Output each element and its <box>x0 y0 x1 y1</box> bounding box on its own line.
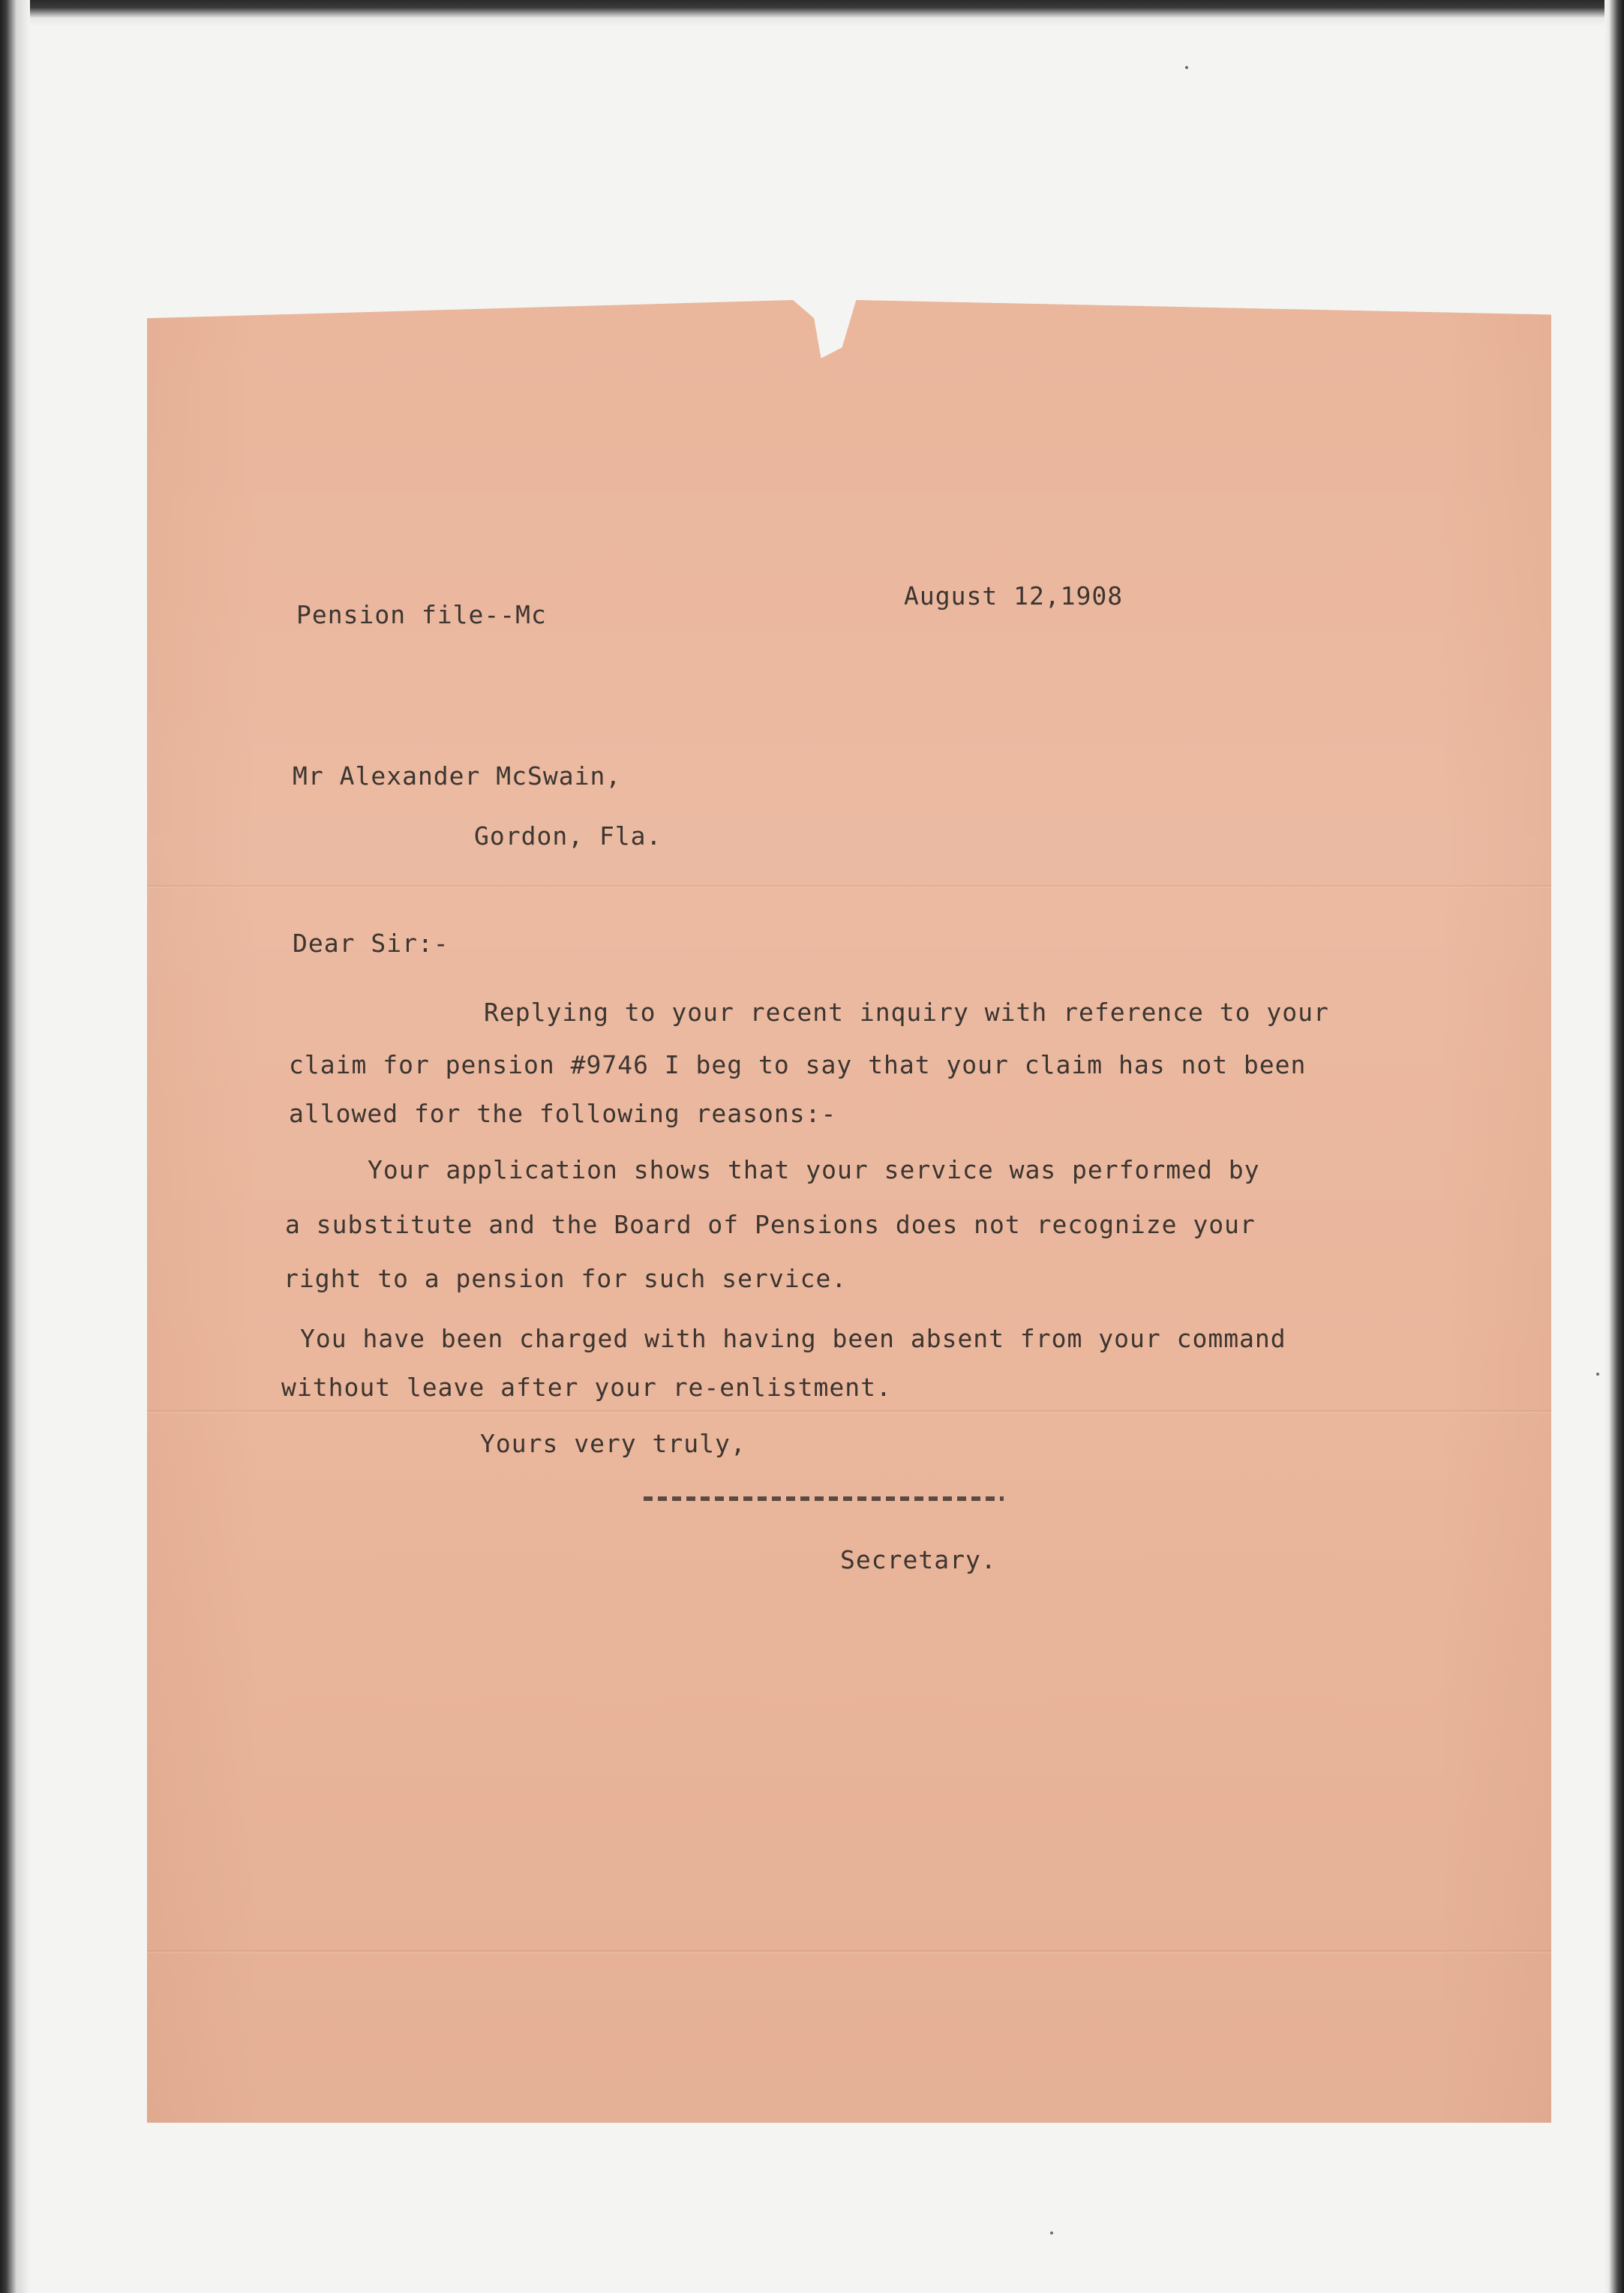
body-line: right to a pension for such service. <box>284 1264 848 1293</box>
file-reference: Pension file--Mc <box>296 600 547 629</box>
recipient-name: Mr Alexander McSwain, <box>293 761 622 791</box>
paper-fold-upper <box>147 885 1551 888</box>
body-line: You have been charged with having been absent from your command <box>300 1324 1286 1353</box>
body-line: a substitute and the Board of Pensions does not recognize your <box>285 1210 1256 1239</box>
dust-speck <box>1596 1373 1599 1376</box>
dust-speck <box>1185 66 1188 69</box>
scanner-top-edge <box>0 0 1624 27</box>
paper-fold-lower <box>147 1950 1551 1953</box>
signature-title: Secretary. <box>840 1545 997 1574</box>
body-line: allowed for the following reasons:- <box>289 1099 837 1128</box>
signature-line <box>644 1496 1004 1501</box>
body-line: without leave after your re-enlistment. <box>281 1373 892 1402</box>
scanner-left-edge <box>0 0 30 2293</box>
recipient-location: Gordon, Fla. <box>474 821 662 851</box>
body-line: Replying to your recent inquiry with reference to your <box>484 998 1329 1027</box>
body-line: claim for pension #9746 I beg to say that your claim has not been <box>289 1050 1307 1079</box>
salutation: Dear Sir:- <box>293 929 449 958</box>
paper-fold-middle <box>147 1410 1551 1413</box>
scanner-right-edge <box>1604 0 1624 2293</box>
letter-date: August 12,1908 <box>904 581 1124 611</box>
closing: Yours very truly, <box>480 1429 746 1458</box>
body-line: Your application shows that your service was performed by <box>368 1155 1260 1184</box>
dust-speck <box>1050 2231 1053 2234</box>
